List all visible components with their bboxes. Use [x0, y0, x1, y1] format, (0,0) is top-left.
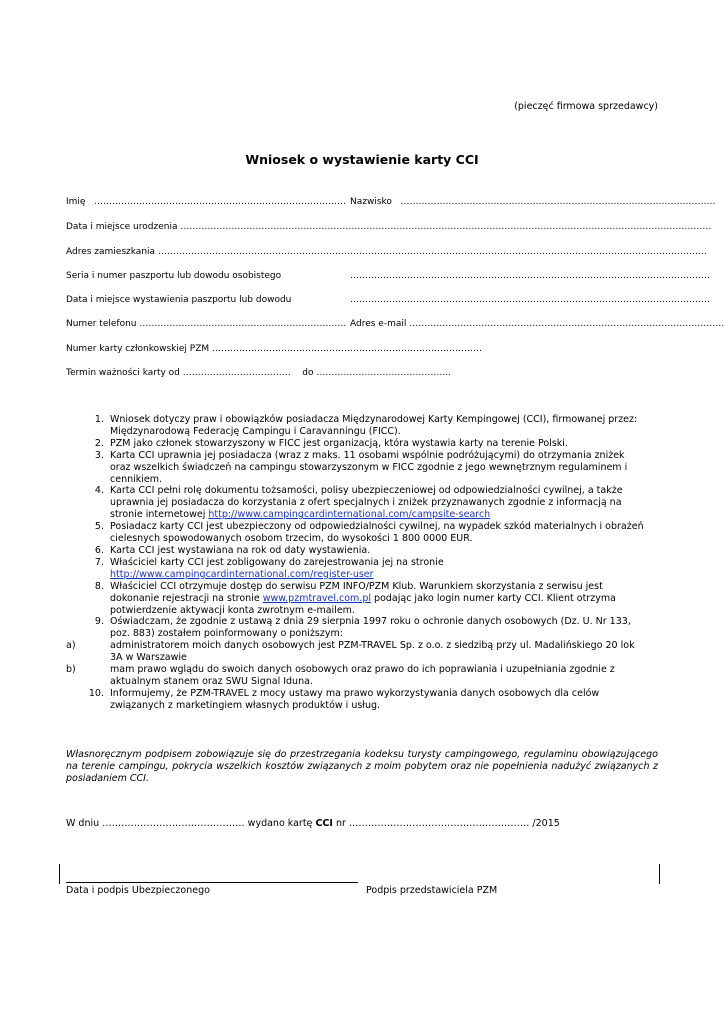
terms-item-line: poz. 883) zostałem poinformowany o poniższym:	[110, 628, 343, 640]
terms-item-line: Karta CCI jest wystawiana na rok od daty wystawienia.	[110, 544, 371, 556]
last-name-field[interactable]	[350, 197, 716, 207]
terms-item-line: aktualnym stanem oraz SWU Signal Iduna.	[110, 675, 313, 687]
page-title: Wniosek o wystawienie karty CCI	[245, 152, 479, 167]
terms-item-line: związanych z marketingiem własnych produktów i usług.	[110, 699, 381, 711]
passport-issue-label: Data i miejsce wystawienia paszportu lub dowodu	[66, 295, 292, 305]
email-label: Adres e-mail	[350, 319, 407, 329]
terms-item-line: administratorem moich danych osobowych jest PZM-TRAVEL Sp. z o.o. z siedzibą przy ul. Madalińskiego 20 lok	[110, 640, 635, 652]
terms-item-line: mam prawo wglądu do swoich danych osobowych oraz prawo do ich poprawiania i uzupełniania zgodnie z	[110, 664, 615, 676]
insured-signature-label: Data i podpis Ubezpieczonego	[66, 885, 210, 896]
first-name-label: Imię	[66, 197, 86, 207]
terms-item-number: 6.	[94, 544, 104, 556]
birth-field[interactable]	[66, 222, 711, 232]
terms-item-number: 5.	[94, 521, 104, 533]
first-name-field[interactable]	[66, 197, 346, 207]
address-dots: …………………………………………………………………………………………………………………………………………………………………	[157, 247, 707, 257]
terms-item-line: Właściciel karty CCI jest zobligowany do zarejestrowania jej na stronie	[110, 556, 444, 568]
terms-item-number: 7.	[94, 556, 104, 568]
issued-card-type: CCI	[315, 818, 333, 829]
terms-item	[66, 616, 666, 640]
member-card-field[interactable]	[66, 344, 482, 354]
issued-number-dots: …………………………………………………	[348, 818, 530, 829]
signature-right-bar	[659, 864, 660, 884]
issued-line[interactable]	[66, 818, 560, 829]
first-name-dots: …………………………………………………………………………	[94, 197, 347, 207]
signature-left-bar	[59, 864, 60, 884]
pzm-signature-label: Podpis przedstawiciela PZM	[366, 885, 498, 896]
member-card-label: Numer karty członkowskiej PZM	[66, 344, 210, 354]
terms-item	[66, 688, 666, 712]
terms-list	[66, 414, 666, 712]
terms-item-line: uprawnia jej posiadacza do korzystania z ofert specjalnych i zniżek przyznawanych zgodnie z informacją na	[110, 497, 622, 509]
terms-item-number: 9.	[94, 616, 104, 628]
validity-from-dots: ………………………………	[182, 368, 291, 378]
last-name-dots: ……………………………………………………………………………………………	[400, 197, 716, 207]
terms-item-number: 4.	[94, 485, 104, 497]
terms-item-number: b)	[66, 664, 76, 676]
validity-to-dots: ……………………………………...	[316, 368, 451, 378]
signature-line[interactable]	[66, 882, 358, 883]
email-dots: ……………………………………………………………………………………………	[409, 319, 724, 329]
terms-item-number: 10.	[88, 687, 104, 699]
issued-middle: wydano kartę	[244, 818, 316, 829]
register-user-link[interactable]: http://www.campingcardinternational.com/register-user	[110, 568, 374, 580]
terms-item	[66, 438, 666, 450]
terms-item-text: stronie internetowej	[110, 509, 209, 521]
terms-item-line: Oświadczam, że zgodnie z ustawą z dnia 29 sierpnia 1997 roku o ochronie danych osobowych (Dz. U. Nr 133,	[110, 616, 631, 628]
passport-label: Seria i numer paszportu lub dowodu osobistego	[66, 271, 282, 281]
email-field[interactable]	[350, 319, 724, 329]
terms-item-line: Posiadacz karty CCI jest ubezpieczony od odpowiedzialności cywilnej, na wypadek szkód materialnych i obrażeń	[110, 521, 644, 533]
terms-item-line: Międzynarodową Federację Campingu i Caravanningu (FICC).	[110, 425, 401, 437]
address-label: Adres zamieszkania	[66, 247, 156, 257]
birth-label: Data i miejsce urodzenia	[66, 222, 178, 232]
terms-item-line: cielesnych spowodowanych osobom trzecim, do wysokości 1 800 0000 EUR.	[110, 533, 473, 545]
validity-field[interactable]	[66, 368, 451, 378]
terms-item-text: dokonanie rejestracji na stronie	[110, 592, 263, 604]
terms-item-line	[110, 569, 666, 581]
pzmtravel-link[interactable]: www.pzmtravel.com.pl	[262, 592, 372, 604]
terms-item-line	[110, 593, 666, 605]
terms-item	[66, 450, 666, 486]
passport-issue-field[interactable]: …………………………………………………………………………………………………………	[350, 295, 710, 305]
address-field[interactable]	[66, 247, 707, 257]
terms-item	[66, 414, 666, 438]
terms-item-line: Karta CCI uprawnia jej posiadacza (wraz z maks. 11 osobami wspólnie podróżującymi) do otrzymania zniżek	[110, 449, 625, 461]
terms-item-line: PZM jako członek stowarzyszony w FICC jest organizacją, która wystawia karty na terenie Polski.	[110, 437, 568, 449]
issued-prefix: W dniu	[66, 818, 103, 829]
validity-to-label: do	[302, 368, 314, 378]
terms-item	[66, 640, 666, 664]
terms-item-number: 8.	[94, 580, 104, 592]
phone-label: Numer telefonu	[66, 319, 137, 329]
terms-item	[66, 664, 666, 688]
terms-item	[66, 485, 666, 521]
member-card-dots: ………………………………………………………………………………	[212, 344, 483, 354]
terms-item-line: potwierdzenie aktywacji konta zwrotnym e-mailem.	[110, 604, 355, 616]
terms-item	[66, 557, 666, 581]
phone-field[interactable]	[66, 319, 346, 329]
terms-item	[66, 545, 666, 557]
terms-item	[66, 521, 666, 545]
validity-label: Termin ważności karty od	[66, 368, 180, 378]
terms-item-line: 3A w Warszawie	[110, 652, 187, 664]
terms-item-number: 2.	[94, 437, 104, 449]
terms-item-line: Karta CCI pełni rolę dokumentu tożsamości, polisy ubezpieczeniowej od odpowiedzialności cywilnej, a także	[110, 485, 623, 497]
company-stamp-label: (pieczęć firmowa sprzedawcy)	[514, 101, 658, 112]
terms-item	[66, 581, 666, 617]
terms-item-number: 1.	[94, 414, 104, 425]
campsite-search-link[interactable]: http://www.campingcardinternational.com/campsite-search	[208, 509, 491, 521]
terms-item-line	[110, 509, 666, 521]
birth-dots: ……………………………………………………………………………………………………………………………………………………………	[180, 222, 712, 232]
issued-nr-label: nr	[332, 818, 349, 829]
issued-date-dots: ………………………………………	[102, 818, 245, 829]
phone-dots: ……………………………………………………………	[139, 319, 347, 329]
terms-item-line: oraz wszelkich świadczeń na campingu stowarzyszonym w FICC zgodnie z jego wewnętrznym regulaminem i	[110, 461, 628, 473]
terms-item-number: 3.	[94, 449, 104, 461]
terms-item-line: Właściciel CCI otrzymuje dostęp do serwisu PZM INFO/PZM Klub. Warunkiem skorzystania z serwisu jest	[110, 580, 603, 592]
terms-item-number: a)	[66, 640, 76, 652]
terms-item-line: cennikiem.	[110, 473, 163, 485]
terms-item-line: Wniosek dotyczy praw i obowiązków posiadacza Międzynarodowej Karty Kempingowej (CCI), firmowanej przez:	[110, 414, 638, 425]
terms-item-line: Informujemy, że PZM-TRAVEL z mocy ustawy ma prawo wykorzystywania danych osobowych dla celów	[110, 687, 600, 699]
declaration-text: Własnoręcznym podpisem zobowiązuje się do przestrzegania kodeksu turysty campingowego, regulaminu obowiązującego na terenie campingu, pokrycia wszelkich kosztów związanych z moim pobytem oraz nie popełnienia nadużyć związanych z posiadaniem CCI.	[66, 749, 658, 785]
issued-year: /2015	[529, 818, 560, 829]
passport-field[interactable]: …………………………………………………………………………………………………………	[350, 271, 710, 281]
terms-item-text: podając jako login numer karty CCI. Klient otrzyma	[371, 592, 616, 604]
last-name-label: Nazwisko	[350, 197, 392, 207]
